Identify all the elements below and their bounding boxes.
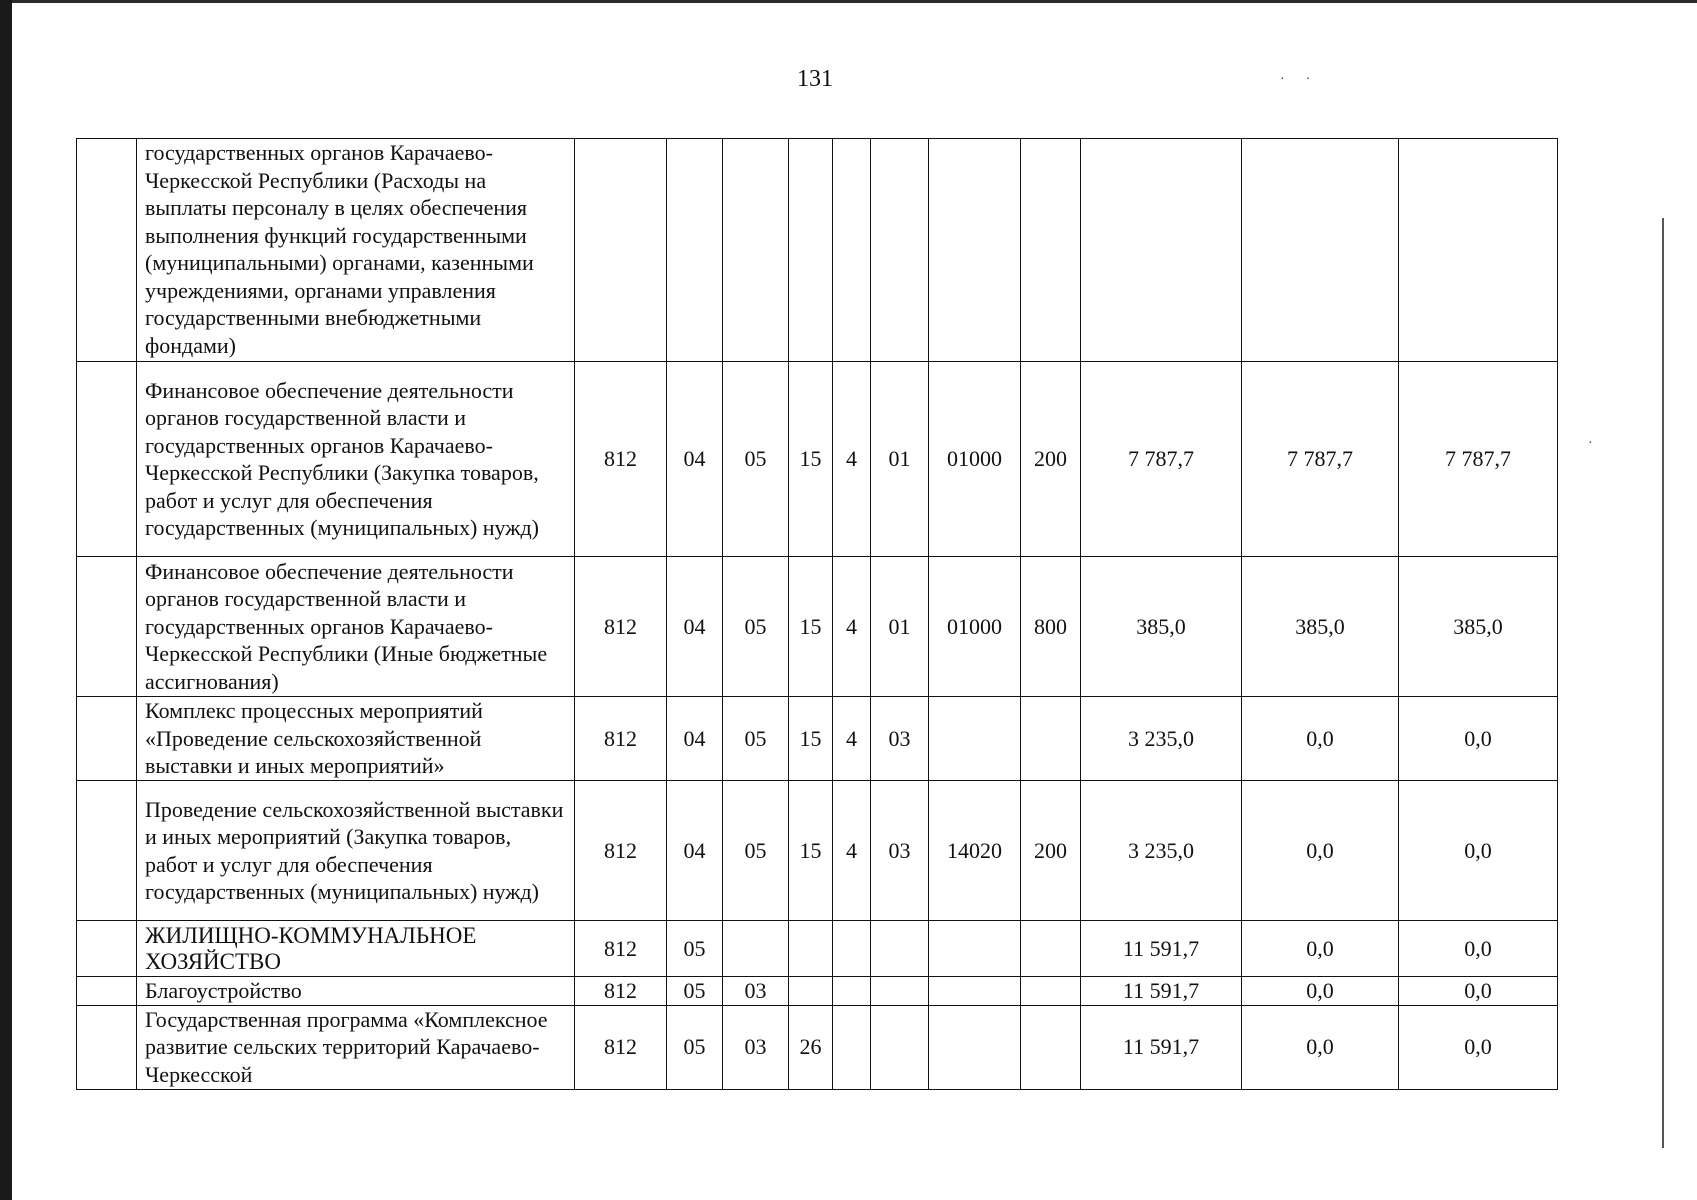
subsection-cell: 03 (723, 977, 789, 1006)
target-article-cell-4 (929, 921, 1021, 977)
section-cell: 04 (667, 557, 723, 697)
expense-type-cell (1021, 697, 1081, 781)
subsection-cell: 03 (723, 1005, 789, 1089)
target-article-cell-2: 4 (833, 557, 871, 697)
table-row (77, 1005, 1558, 1089)
target-article-cell-3 (871, 977, 929, 1006)
sum-year1-cell: 11 591,7 (1081, 1005, 1242, 1089)
sum-year3-cell (1399, 139, 1558, 362)
target-article-cell-1: 15 (789, 362, 833, 557)
sum-year3-cell: 0,0 (1399, 697, 1558, 781)
grbs-cell: 812 (575, 362, 667, 557)
section-cell (667, 139, 723, 362)
target-article-cell-3 (871, 921, 929, 977)
section-cell: 04 (667, 362, 723, 557)
grbs-cell: 812 (575, 697, 667, 781)
target-article-cell-4 (929, 1005, 1021, 1089)
row-number-cell (77, 139, 137, 362)
grbs-cell: 812 (575, 1005, 667, 1089)
scan-top-edge (0, 0, 1697, 3)
subsection-cell (723, 921, 789, 977)
table-row (77, 977, 1558, 1006)
scan-right-mark (1662, 218, 1664, 1148)
target-article-cell-4: 01000 (929, 557, 1021, 697)
sum-year1-cell: 385,0 (1081, 557, 1242, 697)
row-name-cell: Комплекс процессных мероприятий «Проведение сельскохозяйственной выставки и иных мероприятий» (137, 697, 575, 781)
target-article-cell-4 (929, 139, 1021, 362)
sum-year1-cell: 11 591,7 (1081, 921, 1242, 977)
grbs-cell: 812 (575, 781, 667, 921)
section-cell: 05 (667, 921, 723, 977)
row-name-cell: Финансовое обеспечение деятельности органов государственной власти и государственных органов Карачаево-Черкесской Республики (Закупка товаров, работ и услуг для обеспечения государственных (муниципальных) нужд) (137, 362, 575, 557)
sum-year2-cell: 0,0 (1242, 781, 1399, 921)
expense-type-cell (1021, 977, 1081, 1006)
section-cell: 04 (667, 781, 723, 921)
target-article-cell-3: 03 (871, 781, 929, 921)
target-article-cell-4 (929, 977, 1021, 1006)
row-name-cell: государственных органов Карачаево-Черкесской Республики (Расходы на выплаты персоналу в целях обеспечения выполнения функций государственными (муниципальными) органами, казенными учреждениями, органами управления государственными внебюджетными фондами) (137, 139, 575, 362)
row-number-cell (77, 697, 137, 781)
row-number-cell (77, 1005, 137, 1089)
section-cell: 04 (667, 697, 723, 781)
row-name-cell: Благоустройство (137, 977, 575, 1006)
scan-speck: · · (1280, 72, 1311, 87)
target-article-cell-2 (833, 921, 871, 977)
target-article-cell-1: 26 (789, 1005, 833, 1089)
target-article-cell-1 (789, 977, 833, 1006)
target-article-cell-3: 01 (871, 362, 929, 557)
target-article-cell-2 (833, 977, 871, 1006)
sum-year2-cell (1242, 139, 1399, 362)
sum-year1-cell: 3 235,0 (1081, 697, 1242, 781)
target-article-cell-2 (833, 139, 871, 362)
row-name-cell: Проведение сельскохозяйственной выставки и иных мероприятий (Закупка товаров, работ и услуг для обеспечения государственных (муниципальных) нужд) (137, 781, 575, 921)
page-number: 131 (797, 66, 833, 92)
target-article-cell-3 (871, 1005, 929, 1089)
grbs-cell: 812 (575, 977, 667, 1006)
sum-year2-cell: 0,0 (1242, 697, 1399, 781)
sum-year3-cell: 0,0 (1399, 977, 1558, 1006)
target-article-cell-1: 15 (789, 781, 833, 921)
subsection-cell: 05 (723, 781, 789, 921)
target-article-cell-4: 14020 (929, 781, 1021, 921)
sum-year2-cell: 0,0 (1242, 977, 1399, 1006)
table-row (77, 781, 1558, 921)
section-cell: 05 (667, 1005, 723, 1089)
row-name-cell: Финансовое обеспечение деятельности органов государственной власти и государственных органов Карачаево-Черкесской Республики (Иные бюджетные ассигнования) (137, 557, 575, 697)
budget-table (76, 138, 1558, 1090)
table-row (77, 921, 1558, 977)
expense-type-cell: 200 (1021, 362, 1081, 557)
target-article-cell-3: 03 (871, 697, 929, 781)
target-article-cell-1 (789, 921, 833, 977)
subsection-cell (723, 139, 789, 362)
sum-year2-cell: 7 787,7 (1242, 362, 1399, 557)
grbs-cell: 812 (575, 921, 667, 977)
row-number-cell (77, 921, 137, 977)
row-number-cell (77, 781, 137, 921)
subsection-cell: 05 (723, 697, 789, 781)
row-number-cell (77, 977, 137, 1006)
sum-year2-cell: 385,0 (1242, 557, 1399, 697)
target-article-cell-2 (833, 1005, 871, 1089)
sum-year3-cell: 0,0 (1399, 781, 1558, 921)
target-article-cell-4 (929, 697, 1021, 781)
expense-type-cell: 200 (1021, 781, 1081, 921)
section-cell: 05 (667, 977, 723, 1006)
row-name-cell: ЖИЛИЩНО-КОММУНАЛЬНОЕ ХОЗЯЙСТВО (137, 921, 575, 977)
expense-type-cell: 800 (1021, 557, 1081, 697)
target-article-cell-3: 01 (871, 557, 929, 697)
sum-year3-cell: 7 787,7 (1399, 362, 1558, 557)
sum-year3-cell: 0,0 (1399, 921, 1558, 977)
target-article-cell-2: 4 (833, 781, 871, 921)
subsection-cell: 05 (723, 362, 789, 557)
target-article-cell-4: 01000 (929, 362, 1021, 557)
expense-type-cell (1021, 921, 1081, 977)
subsection-cell: 05 (723, 557, 789, 697)
expense-type-cell (1021, 139, 1081, 362)
row-name-cell: Государственная программа «Комплексное развитие сельских территорий Карачаево-Черкесской (137, 1005, 575, 1089)
sum-year3-cell: 0,0 (1399, 1005, 1558, 1089)
target-article-cell-2: 4 (833, 362, 871, 557)
table-row (77, 697, 1558, 781)
scan-speck: · (1588, 436, 1593, 451)
sum-year1-cell (1081, 139, 1242, 362)
sum-year3-cell: 385,0 (1399, 557, 1558, 697)
sum-year1-cell: 11 591,7 (1081, 977, 1242, 1006)
table-row (77, 362, 1558, 557)
target-article-cell-1 (789, 139, 833, 362)
scan-left-edge (0, 0, 12, 1200)
row-number-cell (77, 557, 137, 697)
target-article-cell-2: 4 (833, 697, 871, 781)
target-article-cell-1: 15 (789, 697, 833, 781)
target-article-cell-1: 15 (789, 557, 833, 697)
expense-type-cell (1021, 1005, 1081, 1089)
row-number-cell (77, 362, 137, 557)
table-row (77, 139, 1558, 362)
sum-year2-cell: 0,0 (1242, 1005, 1399, 1089)
grbs-cell: 812 (575, 557, 667, 697)
sum-year1-cell: 7 787,7 (1081, 362, 1242, 557)
table-row (77, 557, 1558, 697)
sum-year2-cell: 0,0 (1242, 921, 1399, 977)
target-article-cell-3 (871, 139, 929, 362)
grbs-cell (575, 139, 667, 362)
sum-year1-cell: 3 235,0 (1081, 781, 1242, 921)
